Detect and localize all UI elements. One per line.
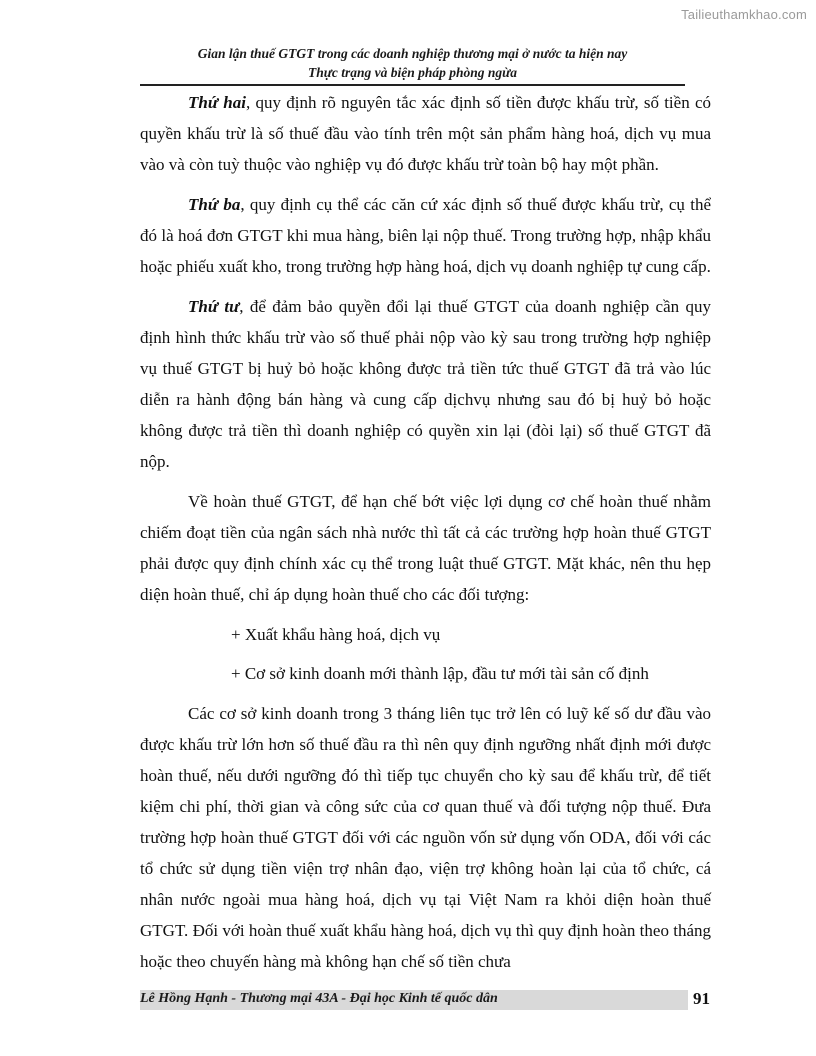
- paragraph-text: , để đảm bảo quyền đổi lại thuế GTGT của doanh nghiệp cần quy định hình thức khấu trừ vào số thuế phải nộp vào kỳ sau trong trường hợp nghiệp vụ thuế GTGT bị huỷ bỏ hoặc không được trả tiền tức thuế GTGT đã trả vào lúc diễn ra hành động bán hàng và cung cấp dịchvụ nhưng sau đó bị huỷ bỏ hoặc không được trả tiền thì doanh nghiệp có quyền xin lại (đòi lại) số thuế GTGT đã nộp.: [140, 296, 712, 472]
- bullet-item: + Cơ sở kinh doanh mới thành lập, đầu tư mới tài sản cố định: [231, 664, 649, 684]
- header-divider: [140, 84, 685, 86]
- watermark: Tailieuthamkhao.com: [681, 7, 807, 22]
- page-number: 91: [693, 989, 710, 1008]
- paragraph-hoan-thue: Về hoàn thuế GTGT, để hạn chế bớt việc lợi dụng cơ chế hoàn thuế nhằm chiếm đoạt tiền của ngân sách nhà nước thì tất cả các trường hợp hoàn thuế GTGT phải được quy định chính xác cụ thể trong luật thuế GTGT. Mặt khác, nên thu hẹp diện hoàn thuế, chỉ áp dụng hoàn thuế cho các đối tượng:: [140, 491, 711, 604]
- footer-author: Lê Hồng Hạnh - Thương mại 43A - Đại học Kinh tế quốc dân: [140, 991, 498, 1006]
- paragraph-thu-tu: [140, 291, 711, 478]
- header-subtitle: Thực trạng và biện pháp phòng ngừa: [308, 65, 517, 80]
- paragraph-thu-hai: [140, 87, 711, 180]
- paragraph-text: , quy định cụ thể các căn cứ xác định số thuế được khấu trừ, cụ thể đó là hoá đơn GTGT khi mua hàng, biên lại nộp thuế. Trong trường hợp, nhập khẩu hoặc phiếu xuất kho, trong trường hợp hàng hoá, dịch vụ doanh nghiệp tự cung cấp.: [140, 194, 711, 276]
- bullet-item: + Xuất khẩu hàng hoá, dịch vụ: [231, 624, 441, 644]
- paragraph-lead: Thứ hai: [188, 93, 246, 112]
- page-body: [140, 87, 711, 978]
- paragraph-lead: Thứ ba: [188, 194, 241, 214]
- header-title: Gian lận thuế GTGT trong các doanh nghiệp thương mại ở nước ta hiện nay: [197, 46, 628, 61]
- paragraph-text: , quy định rõ nguyên tắc xác định số tiền được khấu trừ, số tiền có quyền khấu trừ là số thuế đầu vào tính trên một sản phẩm hàng hoá, dịch vụ mua vào và còn tuỳ thuộc vào nghiệp vụ đó được khấu trừ toàn bộ hay một phần.: [140, 93, 712, 175]
- paragraph-thu-ba: [140, 189, 711, 282]
- running-header: [140, 44, 685, 82]
- paragraph-co-so-kinh-doanh: Các cơ sở kinh doanh trong 3 tháng liên tục trở lên có luỹ kế số dư đầu vào được khấu trừ lớn hơn số thuế đầu ra thì nên quy định ngưỡng nhất định mới được hoàn thuế, nếu dưới ngưỡng đó thì tiếp tục chuyển cho kỳ sau để khấu trừ, để tiết kiệm chi phí, thời gian và công sức của cơ quan thuế và đối tượng nộp thuế. Đưa trường hợp hoàn thuế GTGT đối với các nguồn vốn sử dụng vốn ODA, đối với các tổ chức sử dụng tiền viện trợ nhân đạo, viện trợ không hoàn lại của tổ chức, cá nhân nước ngoài mua hàng hoá, dịch vụ tại Việt Nam ra khỏi diện hoàn thuế GTGT. Đối với hoàn thuế xuất khẩu hàng hoá, dịch vụ thì quy định hoàn theo tháng hoặc theo chuyến hàng mà không hạn chế số tiền chưa: [140, 703, 711, 972]
- paragraph-lead: Thứ tư: [188, 296, 240, 316]
